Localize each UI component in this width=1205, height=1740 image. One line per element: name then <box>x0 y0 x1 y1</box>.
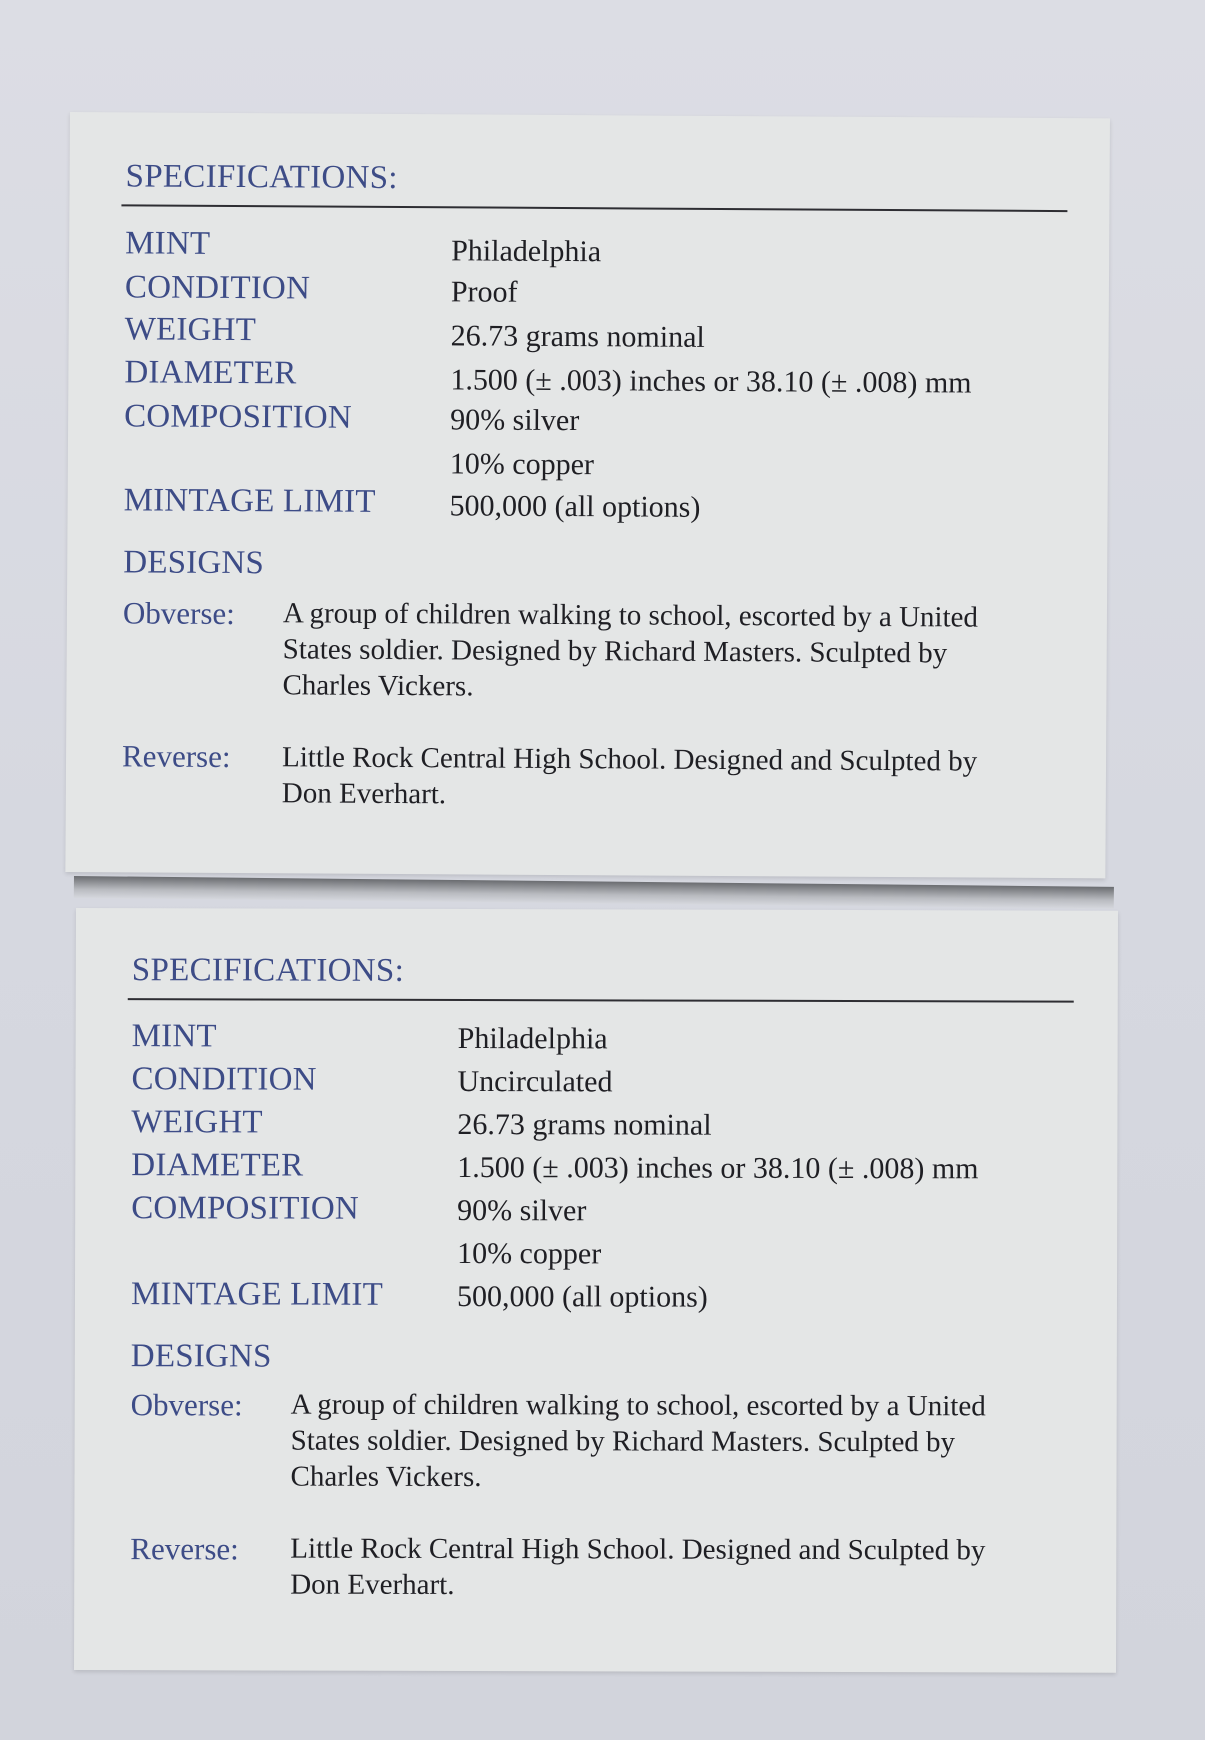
heading-rule <box>121 204 1067 212</box>
composition-label: COMPOSITION <box>131 1190 359 1227</box>
obverse-label: Obverse: <box>130 1387 243 1423</box>
diameter-value: 1.500 (± .003) inches or 38.10 (± .008) mm <box>450 363 972 400</box>
weight-value: 26.73 grams nominal <box>457 1107 712 1142</box>
spec-heading: SPECIFICATIONS: <box>131 952 405 989</box>
mint-value: Philadelphia <box>457 1021 608 1056</box>
mint-label: MINT <box>131 1018 217 1055</box>
obverse-text: A group of children walking to school, escorted by a United States soldier. Designed by Richard Masters. Sculpted by Charles Vickers. <box>290 1388 986 1494</box>
weight-label: WEIGHT <box>124 311 257 349</box>
composition-value-silver: 90% silver <box>457 1193 587 1228</box>
uncirculated-spec-card <box>74 908 1118 1673</box>
reverse-text: Little Rock Central High School. Designed and Sculpted by Don Everhart. <box>281 741 978 811</box>
mintage-limit-value: 500,000 (all options) <box>449 489 701 524</box>
condition-label: CONDITION <box>124 269 311 307</box>
diameter-value: 1.500 (± .003) inches or 38.10 (± .008) mm <box>457 1150 979 1186</box>
mintage-limit-label: MINTAGE LIMIT <box>130 1276 384 1313</box>
reverse-label: Reverse: <box>121 738 231 774</box>
obverse-text: A group of children walking to school, escorted by a United States soldier. Designed by Richard Masters. Sculpted by Charles Vickers. <box>282 597 979 703</box>
weight-label: WEIGHT <box>131 1104 263 1141</box>
composition-value-copper: 10% copper <box>449 447 595 482</box>
condition-value: Proof <box>450 275 518 309</box>
heading-rule <box>128 998 1074 1002</box>
diameter-label: DIAMETER <box>131 1147 304 1184</box>
diameter-label: DIAMETER <box>124 354 297 392</box>
weight-value: 26.73 grams nominal <box>450 319 705 354</box>
mintage-limit-label: MINTAGE LIMIT <box>123 482 376 520</box>
reverse-text: Little Rock Central High School. Designed and Sculpted by Don Everhart. <box>290 1532 986 1601</box>
designs-title: DESIGNS <box>123 544 265 582</box>
condition-label: CONDITION <box>131 1061 317 1098</box>
mint-label: MINT <box>125 225 211 262</box>
composition-value-copper: 10% copper <box>457 1236 602 1271</box>
composition-value-silver: 90% silver <box>450 403 580 438</box>
mint-value: Philadelphia <box>451 234 602 269</box>
proof-spec-card <box>65 112 1110 878</box>
designs-title: DESIGNS <box>130 1338 272 1375</box>
reverse-label: Reverse: <box>130 1531 239 1567</box>
condition-value: Uncirculated <box>457 1064 613 1099</box>
composition-label: COMPOSITION <box>124 398 352 436</box>
obverse-label: Obverse: <box>122 595 235 632</box>
spec-heading: SPECIFICATIONS: <box>125 158 398 197</box>
mintage-limit-value: 500,000 (all options) <box>456 1279 708 1314</box>
card-separator-shadow <box>74 876 1114 909</box>
